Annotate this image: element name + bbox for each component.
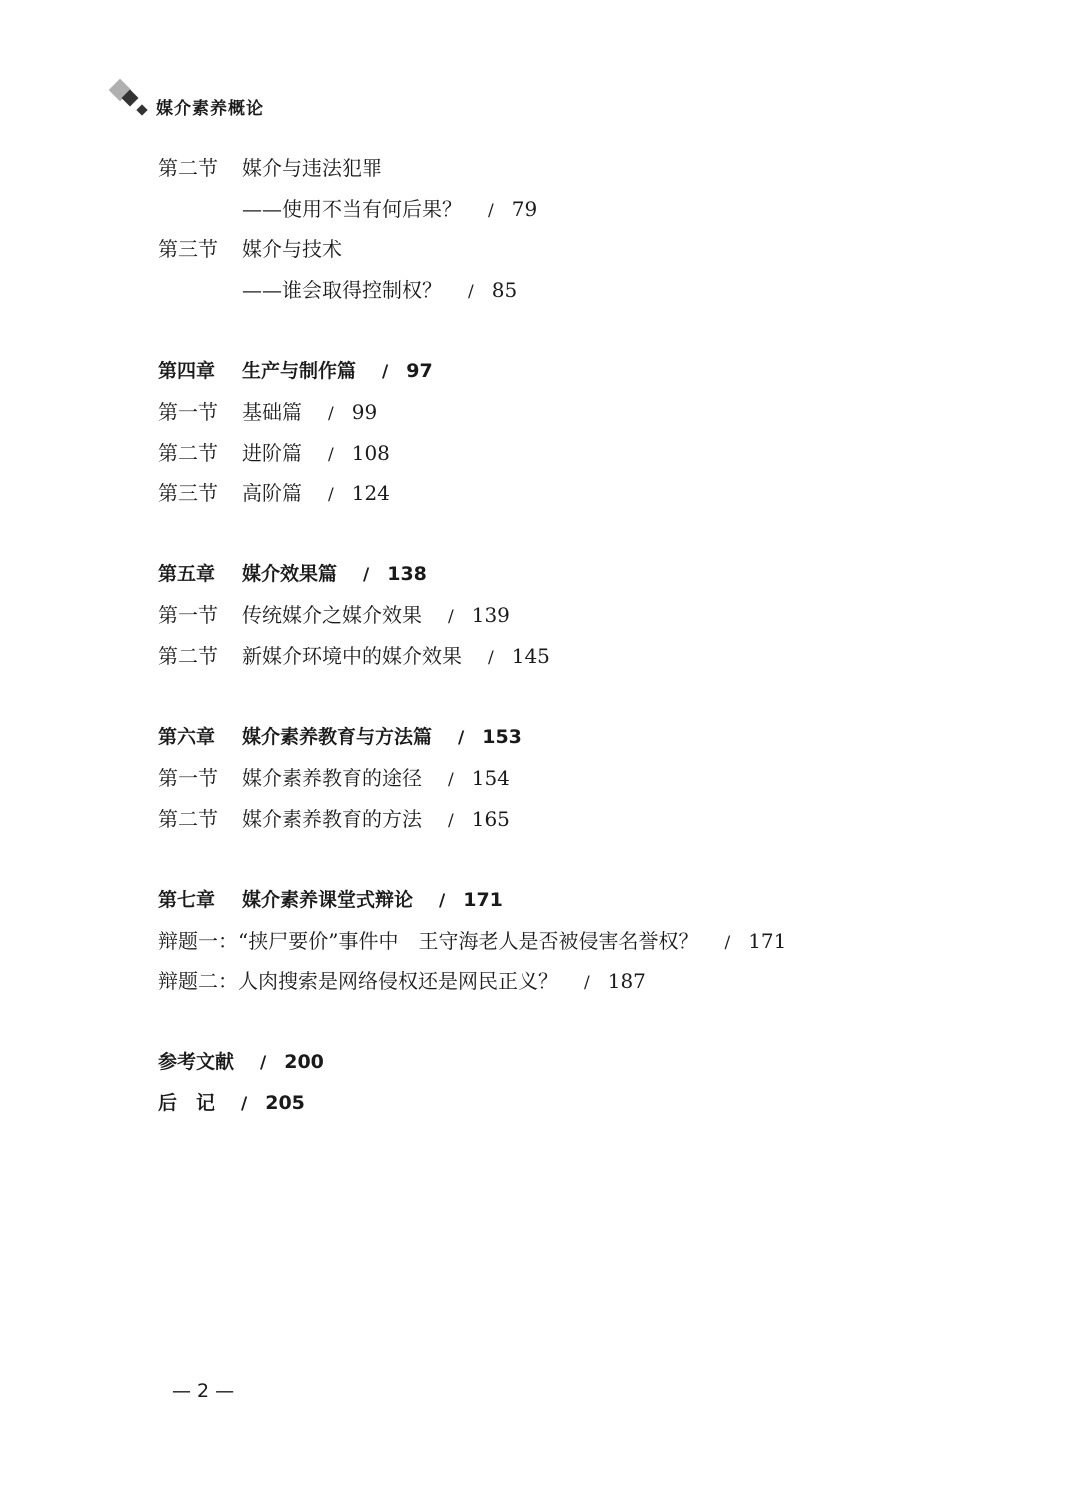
toc-entry[interactable] (158, 397, 377, 427)
toc-chapter[interactable] (158, 1047, 324, 1077)
chapter-title: 媒介素养教育与方法篇 (242, 726, 433, 748)
chapter-title: 生产与制作篇 (242, 360, 357, 382)
toc-entry[interactable] (158, 804, 510, 834)
section-label: 第二节 (158, 441, 218, 465)
page-number: 187 (607, 969, 646, 993)
page-number: 200 (284, 1051, 324, 1073)
section-label: 第二节 (158, 807, 218, 831)
debate-title: 辩题一：“挟尸要价”事件中 王守海老人是否被侵害名誉权？ (158, 929, 699, 953)
section-title: 媒介素养教育的途径 (242, 766, 422, 790)
debate-title: 辩题二：人肉搜索是网络侵权还是网民正义？ (158, 969, 558, 993)
page-number: 139 (471, 603, 510, 627)
page-number: 145 (511, 644, 550, 668)
page-number: 124 (351, 481, 390, 505)
page-number: 153 (482, 726, 522, 748)
separator: / (328, 445, 334, 465)
separator: / (448, 607, 454, 627)
chapter-label: 第四章 (158, 360, 216, 382)
page-number: 171 (463, 889, 503, 911)
separator: / (488, 201, 494, 221)
toc-entry[interactable] (158, 194, 537, 224)
section-title: 新媒介环境中的媒介效果 (242, 644, 462, 668)
toc-chapter[interactable] (158, 559, 427, 589)
section-title: 媒介素养教育的方法 (242, 807, 422, 831)
toc-chapter[interactable] (158, 885, 503, 915)
separator: / (328, 485, 334, 505)
section-label: 第二节 (158, 644, 218, 668)
separator: / (363, 565, 370, 585)
page-number: 171 (748, 929, 787, 953)
chapter-label: 第五章 (158, 563, 216, 585)
toc-chapter[interactable] (158, 356, 433, 386)
separator: / (468, 282, 474, 302)
separator: / (724, 933, 731, 953)
page-number: 108 (351, 441, 390, 465)
toc-entry[interactable] (158, 275, 517, 305)
separator: / (382, 362, 389, 382)
section-label: 第一节 (158, 766, 218, 790)
toc-entry[interactable] (158, 966, 646, 996)
separator: / (241, 1094, 248, 1114)
page-number: 154 (471, 766, 510, 790)
page-number: 99 (351, 400, 378, 424)
page-number: 79 (511, 197, 538, 221)
separator: / (448, 770, 454, 790)
section-label: 第三节 (158, 237, 218, 261)
separator: / (328, 404, 334, 424)
page-number: 165 (471, 807, 510, 831)
toc-entry[interactable] (158, 926, 786, 956)
separator: / (584, 973, 590, 993)
page-number: 138 (387, 563, 427, 585)
section-title: 进阶篇 (242, 441, 302, 465)
page-number: 97 (406, 360, 433, 382)
section-subtitle: ——谁会取得控制权？ (242, 278, 442, 302)
section-title: 高阶篇 (242, 481, 302, 505)
toc-entry[interactable] (158, 763, 510, 793)
chapter-label: 第六章 (158, 726, 216, 748)
toc-entry[interactable] (158, 600, 510, 630)
section-label: 第一节 (158, 603, 218, 627)
chapter-title: 参考文献 (158, 1051, 235, 1073)
section-title: 传统媒介之媒介效果 (242, 603, 422, 627)
toc-entry[interactable] (158, 153, 382, 183)
page-number: 85 (491, 278, 518, 302)
chapter-label: 第七章 (158, 889, 216, 911)
chapter-title: 后 记 (158, 1092, 216, 1114)
section-subtitle: ——使用不当有何后果？ (242, 197, 462, 221)
section-label: 第一节 (158, 400, 218, 424)
section-title: 媒介与违法犯罪 (242, 156, 382, 180)
toc-entry[interactable] (158, 478, 390, 508)
separator: / (439, 891, 446, 911)
separator: / (458, 728, 465, 748)
book-title: 媒介素养概论 (156, 99, 264, 119)
separator: / (448, 811, 454, 831)
section-title: 媒介与技术 (242, 237, 342, 261)
toc-entry[interactable] (158, 234, 342, 264)
section-title: 基础篇 (242, 400, 302, 424)
toc-chapter[interactable] (158, 722, 522, 752)
toc-chapter[interactable] (158, 1088, 305, 1118)
page-number: 205 (265, 1092, 305, 1114)
chapter-title: 媒介效果篇 (242, 563, 338, 585)
book-logo-icon (106, 76, 154, 124)
section-label: 第三节 (158, 481, 218, 505)
toc-entry[interactable] (158, 438, 390, 468)
separator: / (260, 1053, 267, 1073)
section-label: 第二节 (158, 156, 218, 180)
toc-entry[interactable] (158, 641, 550, 671)
page-footer-number: — 2 — (172, 1380, 235, 1402)
chapter-title: 媒介素养课堂式辩论 (242, 889, 414, 911)
separator: / (488, 648, 494, 668)
